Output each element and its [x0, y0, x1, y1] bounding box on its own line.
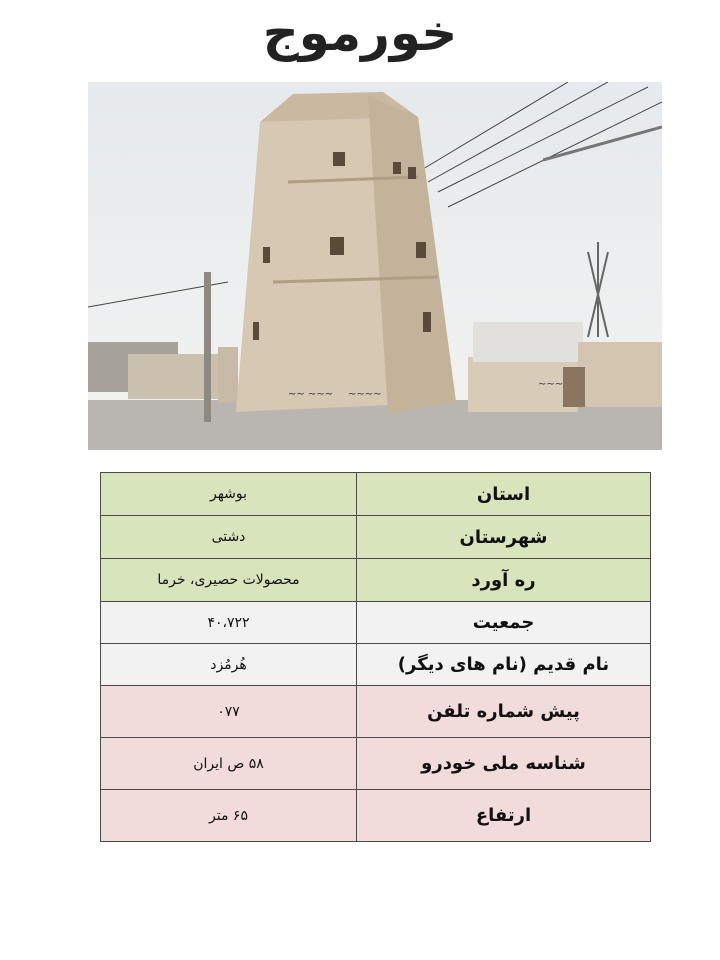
table-row	[101, 559, 651, 602]
row-value: ۵۸ ص ایران	[101, 738, 357, 790]
row-label: استان	[357, 473, 651, 516]
table-row	[101, 790, 651, 842]
table-row	[101, 602, 651, 644]
tower-photo	[88, 82, 662, 450]
row-label: جمعیت	[357, 602, 651, 644]
table-row	[101, 473, 651, 516]
table-row	[101, 738, 651, 790]
svg-text:~~~~: ~~~~	[348, 389, 382, 400]
row-label: ارتفاع	[357, 790, 651, 842]
row-value: ۰۷۷	[101, 686, 357, 738]
table-row	[101, 644, 651, 686]
row-label: ره آورد	[357, 559, 651, 602]
table-row	[101, 686, 651, 738]
row-label: نام قدیم (نام های دیگر)	[357, 644, 651, 686]
row-value: دشتی	[101, 516, 357, 559]
row-value: محصولات حصیری، خرما	[101, 559, 357, 602]
row-label: شناسه ملی خودرو	[357, 738, 651, 790]
row-label: پیش شماره تلفن	[357, 686, 651, 738]
row-value: ۶۵ متر	[101, 790, 357, 842]
row-label: شهرستان	[357, 516, 651, 559]
svg-text:~~ ~~~: ~~ ~~~	[288, 389, 334, 400]
svg-text:~~~: ~~~	[538, 379, 564, 390]
info-table	[100, 472, 651, 842]
page-title: خورموج	[262, 4, 458, 62]
table-row	[101, 516, 651, 559]
row-value: بوشهر	[101, 473, 357, 516]
row-value: هُرمُزد	[101, 644, 357, 686]
row-value: ۴۰،۷۲۲	[101, 602, 357, 644]
